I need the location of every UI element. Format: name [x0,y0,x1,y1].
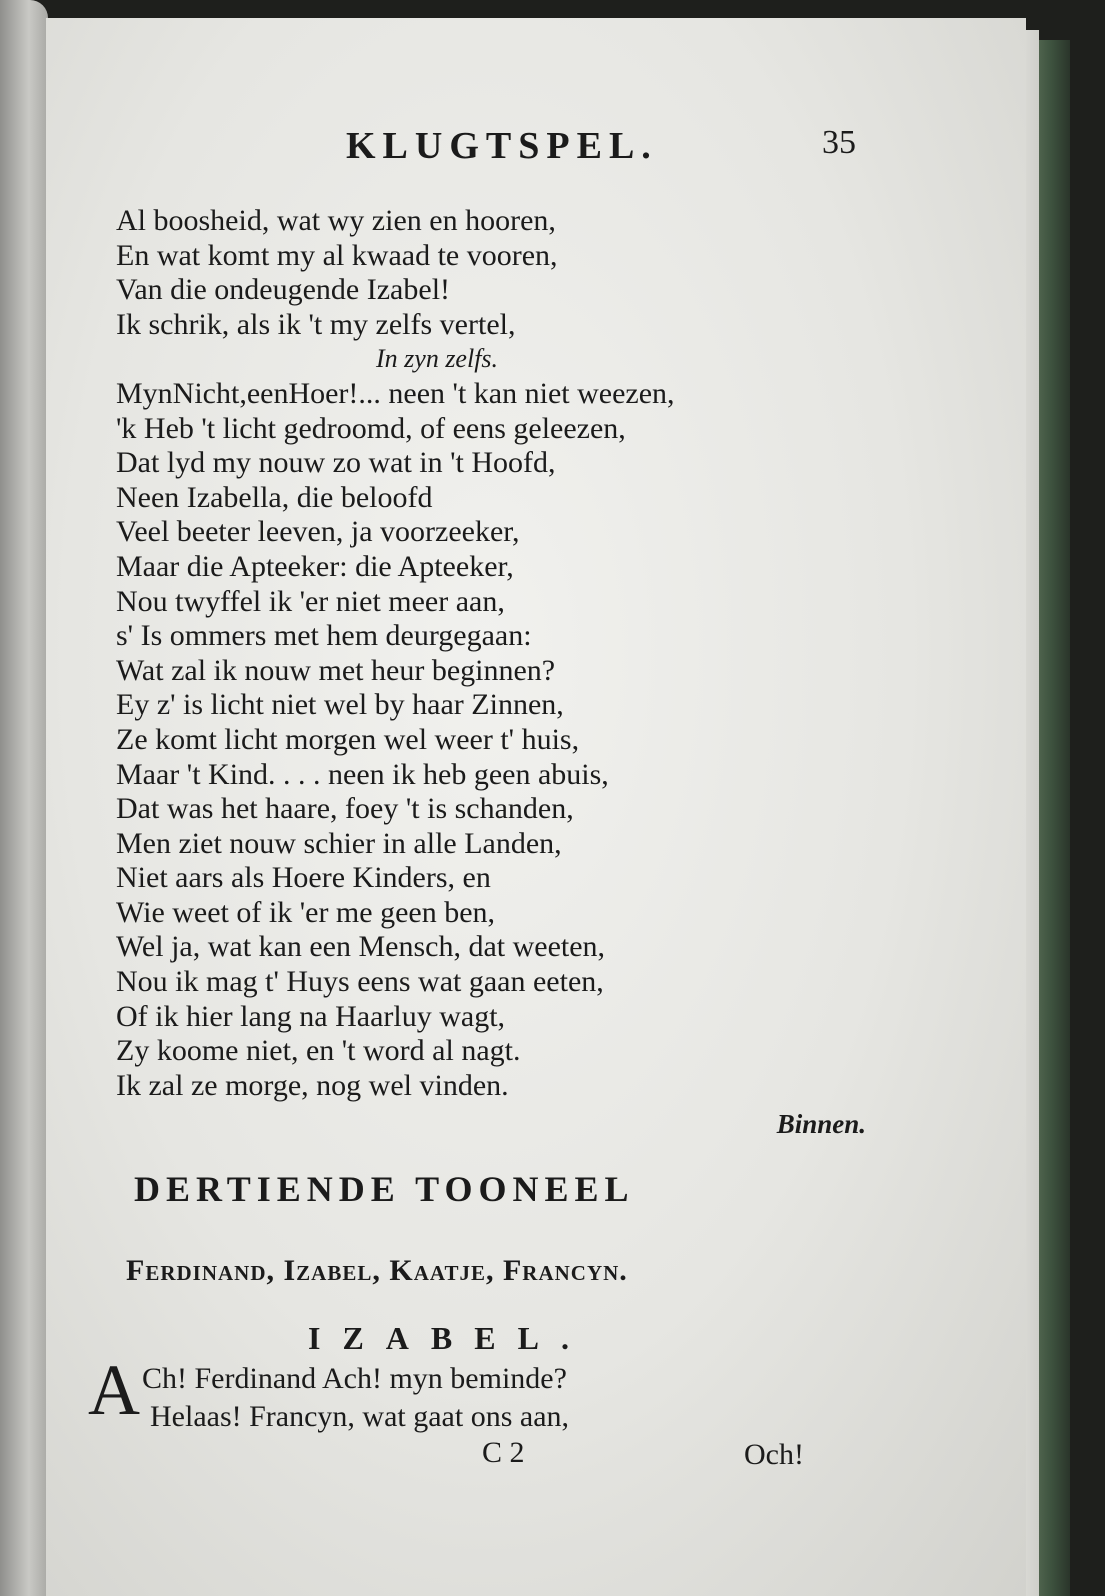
verse-line: Of ik hier lang na Haarluy wagt, [116,999,506,1033]
verse-line: Neen Izabella, die beloofd [116,480,433,514]
verse-line: Ze komt licht morgen wel weer t' huis, [116,722,580,756]
verse-line: Niet aars als Hoere Kinders, en [116,861,491,895]
cast-list: Ferdinand, Izabel, Kaatje, Francyn. [126,1254,628,1287]
verse-line: s' Is ommers met hem deurgegaan: [116,619,532,653]
scene-title: DERTIENDE TOONEEL [134,1169,635,1209]
verse-line: Ik zal ze morge, nog wel vinden. [116,1068,509,1102]
verse-line: Ey z' is licht niet wel by haar Zinnen, [116,688,564,722]
signature-mark: C 2 [482,1436,525,1469]
verse-line: MynNicht,eenHoer!... neen 't kan niet weezen, [116,376,675,410]
book-page [46,18,1026,1596]
verse-line: Wat zal ik nouw met heur beginnen? [116,653,556,687]
catchword: Och! [744,1438,804,1471]
running-head: KLUGTSPEL. [346,125,658,167]
verse-line: Ik schrik, als ik 't my zelfs vertel, [116,307,516,341]
verse-line: Dat lyd my nouw zo wat in 't Hoofd, [116,446,556,480]
verse-line: Nou ik mag t' Huys eens wat gaan eeten, [116,965,604,999]
stage-direction: In zyn zelfs. [376,344,499,374]
speech-block [142,1360,569,1436]
verse-block [116,204,896,1142]
exit-direction: Binnen. [776,1109,866,1140]
verse-line: Veel beeter leeven, ja voorzeeker, [116,515,520,549]
page-number: 35 [822,124,856,161]
drop-cap: A [88,1350,140,1430]
speaker-name: IZABEL. [308,1320,591,1356]
verse-line: Nou twyffel ik 'er niet meer aan, [116,584,505,618]
verse-line: Wel ja, wat kan een Mensch, dat weeten, [116,930,606,964]
speech-line: Ch! Ferdinand Ach! myn beminde? [142,1362,567,1395]
verse-line: Dat was het haare, foey 't is schanden, [116,792,574,826]
verse-line: Zy koome niet, en 't word al nagt. [116,1034,521,1068]
verse-line: Wie weet of ik 'er me geen ben, [116,895,496,929]
verse-line: 'k Heb 't licht gedroomd, of eens geleezen, [116,411,626,445]
verse-line: Van die ondeugende Izabel! [116,273,451,307]
verse-line: En wat komt my al kwaad te vooren, [116,238,558,272]
verse-line: Maar 't Kind. . . . neen ik heb geen abuis, [116,757,609,791]
speech-line: Helaas! Francyn, wat gaat ons aan, [150,1400,570,1433]
verse-line: Men ziet nouw schier in alle Landen, [116,826,562,860]
verse-line: Al boosheid, wat wy zien en hooren, [116,204,556,237]
verse-line: Maar die Apteeker: die Apteeker, [116,549,514,583]
facing-page-edge [0,0,48,1596]
